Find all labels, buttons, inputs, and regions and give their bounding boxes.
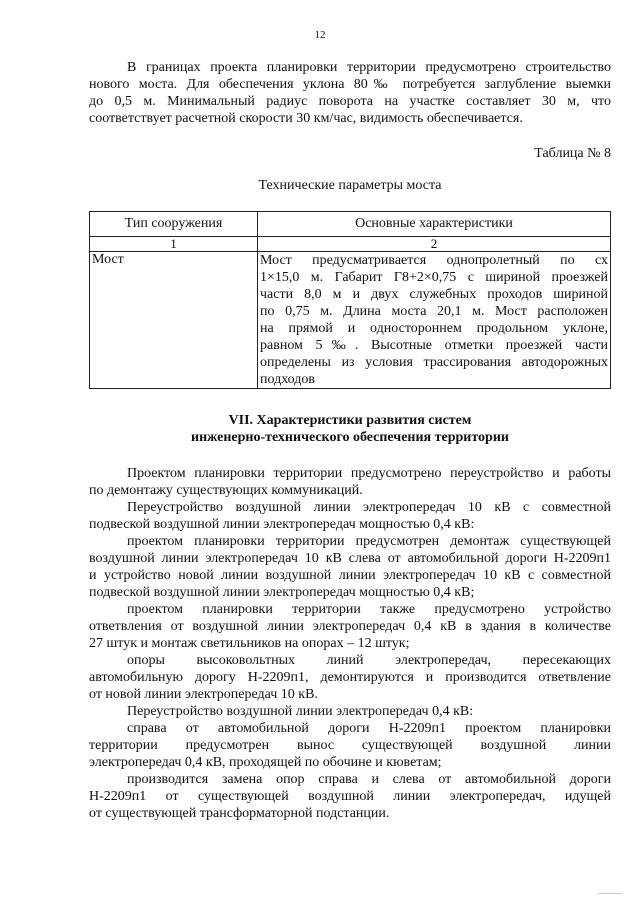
text-line: соответствует расчетной скорости 30 км/час, видимость обеспечивается. — [89, 111, 523, 126]
text-line: справа от автомобильной дороги Н-2209п1 проектом планировки — [127, 721, 611, 736]
text-line: автомобильную дорогу Н-2209п1, демонтируются и производится ответвление — [89, 670, 611, 685]
table-header-row — [90, 212, 611, 237]
text-line: и устройство новой линии воздушной линии электропередач 10 кВ с совместной — [89, 568, 611, 583]
column-number-1: 1 — [90, 237, 258, 252]
intro-paragraph — [89, 59, 611, 127]
text-line: В границах проекта планировки территории предусмотрено строительство — [127, 60, 611, 75]
text-line: нового моста. Для обеспечения уклона 80‰ потребуется заглубление выемки — [89, 77, 611, 92]
header-cell-characteristics: Основные характеристики — [258, 212, 611, 237]
cell-line: 1×15,0 м. Габарит Г8+2×0,75 с шириной проезжей — [260, 270, 608, 285]
text-line: от новой линии электропередач 10 кВ. — [89, 687, 318, 702]
cell-line: подходов — [260, 372, 316, 387]
column-number-2: 2 — [258, 237, 611, 252]
text-line: по демонтажу существующих коммуникаций. — [89, 483, 363, 498]
cell-line: определены из условия трассирования автодорожных — [260, 355, 608, 370]
text-line: подвеской воздушной линии электропередач мощностью 0,4 кВ: — [89, 517, 475, 532]
header-cell-type: Тип сооружения — [90, 212, 258, 237]
body-text — [89, 465, 611, 822]
section-heading — [89, 412, 611, 446]
text-line: воздушной линии электропередач 10 кВ слева от автомобильной дороги Н-2209п1 — [89, 551, 611, 566]
page-number: 12 — [314, 29, 326, 41]
text-line: от существующей трансформаторной подстанции. — [89, 806, 390, 821]
text-line: Н-2209п1 от существующей воздушной линии электропередач, идущей — [89, 789, 611, 804]
characteristics-cell — [258, 252, 611, 389]
cell-line: части 8,0 м и двух служебных проходов шириной — [260, 287, 608, 302]
text-line: Переустройство воздушной линии электропередач 10 кВ с совместной — [127, 500, 611, 515]
text-line: производится замена опор справа и слева от автомобильной дороги — [127, 772, 611, 787]
table-row — [90, 252, 611, 389]
footer-divider — [598, 893, 622, 894]
table-number-row — [90, 237, 611, 252]
bridge-parameters-table — [89, 211, 611, 389]
cell-line: Мост предусматривается однопролетный по сх — [260, 253, 608, 268]
table-label: Таблица № 8 — [534, 146, 611, 161]
table-caption: Технические параметры моста — [258, 178, 442, 193]
text-line: опоры высоковольтных линий электропередач, пересекающих — [127, 653, 611, 668]
text-line: территории предусмотрен вынос существующей воздушной линии — [89, 738, 611, 753]
text-line: проектом планировки территории также предусмотрено устройство — [127, 602, 611, 617]
text-line: электропередач 0,4 кВ, проходящей по обочине и кюветам; — [89, 755, 442, 770]
text-line: подвеской воздушной линии электропередач мощностью 0,4 кВ; — [89, 585, 475, 600]
text-line: 27 штук и монтаж светильников на опорах – 12 штук; — [89, 636, 410, 651]
text-line: до 0,5 м. Минимальный радиус поворота на участке составляет 30 м, что — [89, 94, 611, 109]
text-line: Переустройство воздушной линии электропередач 0,4 кВ: — [127, 704, 474, 719]
text-line: проектом планировки территории предусмотрен демонтаж существующей — [127, 534, 611, 549]
structure-type-cell: Мост — [90, 252, 258, 389]
text-line: Проектом планировки территории предусмотрено переустройство и работы — [127, 466, 611, 481]
cell-line: по 0,75 м. Длина моста 20,1 м. Мост расположен — [260, 304, 608, 319]
text-line: ответвления от воздушной линии электропередач 0,4 кВ в здания в количестве — [89, 619, 611, 634]
section-heading-line-1: VII. Характеристики развития систем — [228, 413, 472, 428]
cell-line: на прямой и одностороннем продольном уклоне, — [260, 321, 608, 336]
section-heading-line-2: инженерно-технического обеспечения территории — [191, 430, 509, 445]
cell-line: равном 5‰. Высотные отметки проезжей части — [260, 338, 608, 353]
